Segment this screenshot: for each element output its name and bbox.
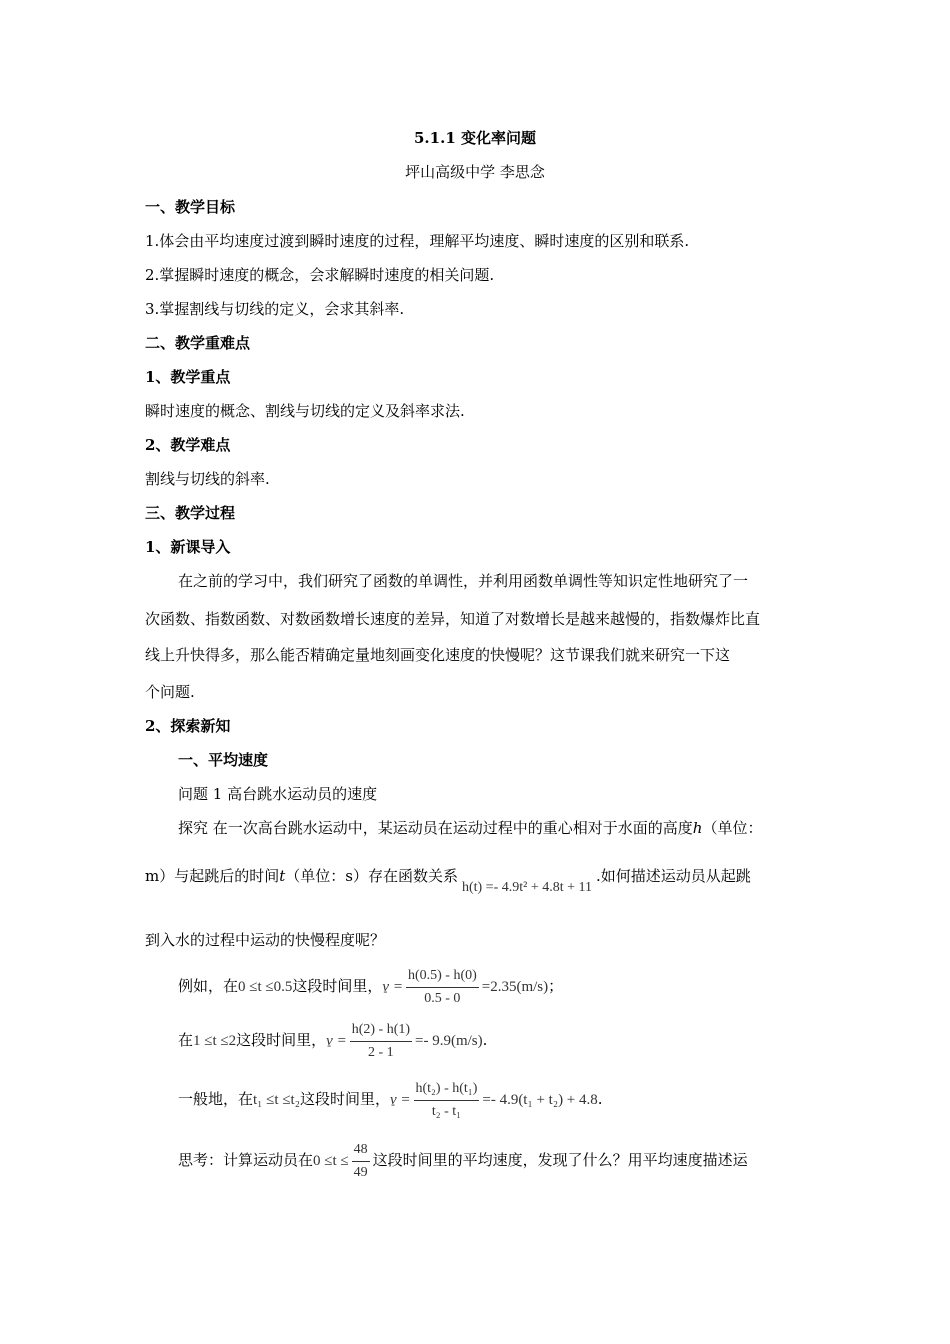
range-3: t₁ ≤t ≤t₂ bbox=[253, 1092, 300, 1108]
range-2: 1 ≤t ≤2 bbox=[193, 1033, 237, 1049]
subheading-focus: 1、教学重点 bbox=[145, 368, 231, 386]
subheading-average-speed: 一、平均速度 bbox=[178, 751, 269, 769]
example-1-mid: 这段时间里， bbox=[292, 977, 383, 995]
fraction-3-denominator: t₂ - t₁ bbox=[431, 1103, 462, 1119]
fraction-3 bbox=[414, 1080, 480, 1121]
subheading-intro: 1、新课导入 bbox=[145, 538, 231, 556]
goal-item-1: 1.体会由平均速度过渡到瞬时速度的过程，理解平均速度、瞬时速度的区别和联系. bbox=[145, 232, 690, 250]
var-t: t bbox=[279, 867, 286, 885]
intro-line-1: 在之前的学习中，我们研究了函数的单调性，并利用函数单调性等知识定性地研究了一 bbox=[178, 572, 749, 590]
example-3-result: =- 4.9(t₁ + t₂) + 4.8 bbox=[482, 1092, 598, 1108]
think-prefix: 思考：计算运动员在 bbox=[178, 1151, 314, 1169]
intro-line-3: 线上升快得多，那么能否精确定量地刻画变化速度的快慢呢？这节课我们就来研究一下这 bbox=[145, 646, 731, 664]
think-suffix: 这段时间里的平均速度，发现了什么？用平均速度描述运 bbox=[372, 1151, 748, 1169]
explore-text-d: （单位：s）存在函数关系 bbox=[285, 867, 458, 885]
fraction-4-denominator: 49 bbox=[353, 1164, 368, 1180]
explore-text-b: （单位： bbox=[702, 819, 763, 837]
fraction-1-denominator: 0.5 - 0 bbox=[424, 990, 461, 1006]
range-1: 0 ≤t ≤0.5 bbox=[238, 979, 293, 995]
average-velocity-symbol: - v = bbox=[382, 979, 403, 995]
intro-line-4: 个问题. bbox=[145, 683, 195, 701]
fraction-1 bbox=[406, 967, 479, 1008]
explore-text-e: .如何描述运动员从起跳 bbox=[596, 867, 751, 885]
page-title: 5.1.1 变化率问题 bbox=[414, 129, 536, 147]
fraction-2-numerator: h(2) - h(1) bbox=[350, 1021, 412, 1042]
section-heading-process: 三、教学过程 bbox=[145, 504, 236, 522]
fraction-4 bbox=[352, 1141, 370, 1182]
height-function-formula: h(t) =- 4.9t² + 4.8t + 11 bbox=[461, 880, 592, 895]
example-2-prefix: 在 bbox=[178, 1031, 194, 1049]
example-1 bbox=[178, 964, 563, 1009]
explore-line-2 bbox=[145, 866, 751, 895]
example-1-prefix: 例如，在 bbox=[178, 977, 239, 995]
goal-item-3: 3.掌握割线与切线的定义，会求其斜率. bbox=[145, 300, 405, 318]
fraction-4-numerator: 48 bbox=[352, 1141, 370, 1162]
problem-1: 问题 1 高台跳水运动员的速度 bbox=[178, 785, 378, 803]
difficulty-text: 割线与切线的斜率. bbox=[145, 470, 270, 488]
var-h: h bbox=[692, 819, 703, 837]
example-1-end: ； bbox=[548, 977, 564, 995]
section-heading-goals: 一、教学目标 bbox=[145, 198, 236, 216]
author-line: 坪山高级中学 李思念 bbox=[405, 163, 545, 181]
explore-text-a: 探究 在一次高台跳水运动中，某运动员在运动过程中的重心相对于水面的高度 bbox=[178, 819, 693, 837]
section-heading-keypoints: 二、教学重难点 bbox=[145, 334, 251, 352]
fraction-3-numerator: h(t₂) - h(t₁) bbox=[414, 1080, 480, 1101]
intro-line-2: 次函数、指数函数、对数函数增长速度的差异，知道了对数增长是越来越慢的，指数爆炸比直 bbox=[145, 610, 761, 628]
goal-item-2: 2.掌握瞬时速度的概念，会求解瞬时速度的相关问题. bbox=[145, 266, 495, 284]
explore-line-1 bbox=[178, 818, 762, 838]
example-3-prefix: 一般地，在 bbox=[178, 1090, 254, 1108]
focus-text: 瞬时速度的概念、割线与切线的定义及斜率求法. bbox=[145, 402, 465, 420]
fraction-1-numerator: h(0.5) - h(0) bbox=[406, 967, 479, 988]
example-1-result: =2.35(m/s) bbox=[481, 979, 549, 995]
example-2-result: =- 9.9(m/s) bbox=[415, 1033, 483, 1049]
fraction-2-denominator: 2 - 1 bbox=[368, 1044, 394, 1060]
average-velocity-symbol: - v = bbox=[390, 1092, 411, 1108]
average-velocity-symbol: - v = bbox=[326, 1033, 347, 1049]
explore-text-c: m）与起跳后的时间 bbox=[145, 867, 280, 885]
fraction-2 bbox=[350, 1021, 412, 1062]
think-line bbox=[178, 1138, 748, 1183]
example-2-end: . bbox=[482, 1031, 488, 1049]
range-4: 0 ≤t ≤ bbox=[313, 1153, 349, 1169]
example-2-mid: 这段时间里， bbox=[236, 1031, 327, 1049]
subheading-difficulty: 2、教学难点 bbox=[145, 436, 231, 454]
example-3-mid: 这段时间里， bbox=[299, 1090, 390, 1108]
example-3-end: . bbox=[597, 1090, 603, 1108]
example-2 bbox=[178, 1018, 487, 1063]
example-3 bbox=[178, 1077, 603, 1122]
explore-line-3: 到入水的过程中运动的快慢程度呢？ bbox=[145, 931, 386, 949]
subheading-explore: 2、探索新知 bbox=[145, 717, 231, 735]
